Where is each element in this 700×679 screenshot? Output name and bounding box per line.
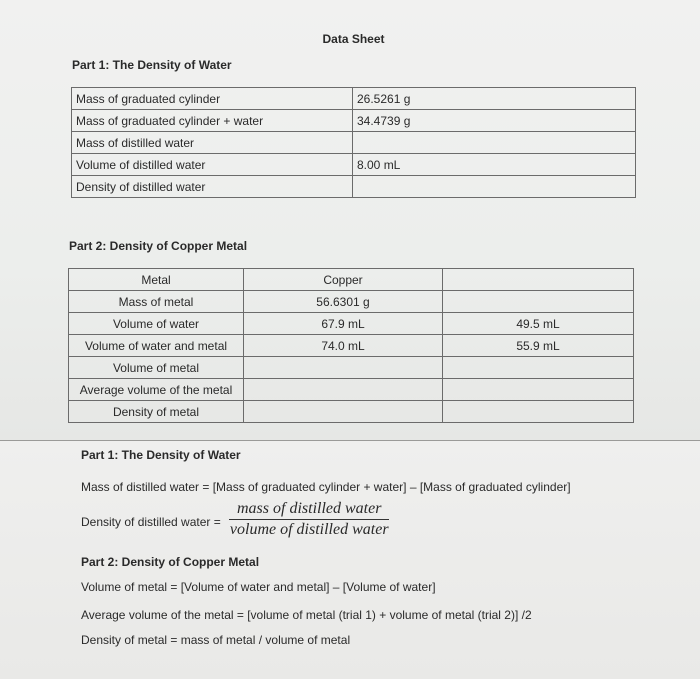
part2-row-label: Average volume of the metal bbox=[69, 379, 244, 401]
part1-heading: Part 1: The Density of Water bbox=[72, 58, 232, 72]
part2-row-label: Mass of metal bbox=[69, 291, 244, 313]
part1-row bbox=[72, 88, 636, 110]
part2-row-label: Density of metal bbox=[69, 401, 244, 423]
part2-heading: Part 2: Density of Copper Metal bbox=[69, 239, 248, 253]
part1-row-label: Volume of distilled water bbox=[72, 154, 353, 176]
part2-row bbox=[69, 357, 634, 379]
part2-row bbox=[69, 401, 634, 423]
part2-trial2-value bbox=[443, 401, 634, 423]
part1-row-label: Density of distilled water bbox=[72, 176, 353, 198]
part2-row-label: Metal bbox=[69, 269, 244, 291]
part2-trial2-value bbox=[443, 291, 634, 313]
part1-row-label: Mass of graduated cylinder bbox=[72, 88, 353, 110]
part2-trial2-value bbox=[443, 269, 634, 291]
part2-trial2-value: 55.9 mL bbox=[443, 335, 634, 357]
part2-row-label: Volume of water and metal bbox=[69, 335, 244, 357]
part2-row bbox=[69, 291, 634, 313]
part2-row bbox=[69, 379, 634, 401]
part2-row bbox=[69, 335, 634, 357]
formula-density-line: Density of metal = mass of metal / volume of metal bbox=[81, 633, 351, 647]
part2-row bbox=[69, 269, 634, 291]
formula-part2-heading: Part 2: Density of Copper Metal bbox=[81, 555, 260, 569]
fraction-denominator: volume of distilled water bbox=[229, 521, 389, 538]
part2-trial1-value: 56.6301 g bbox=[244, 291, 443, 313]
part2-row bbox=[69, 313, 634, 335]
part2-trial1-value: 74.0 mL bbox=[244, 335, 443, 357]
part1-row bbox=[72, 154, 636, 176]
part2-trial1-value bbox=[244, 401, 443, 423]
formula-part1-heading: Part 1: The Density of Water bbox=[81, 448, 241, 462]
formula-volume-line: Volume of metal = [Volume of water and metal] – [Volume of water] bbox=[81, 580, 436, 594]
formula-mass-line: Mass of distilled water = [Mass of graduated cylinder + water] – [Mass of graduated cylinder] bbox=[81, 480, 571, 494]
part2-trial2-value bbox=[443, 357, 634, 379]
formula-density-label: Density of distilled water = bbox=[81, 515, 221, 529]
part1-row bbox=[72, 132, 636, 154]
part2-trial1-value bbox=[244, 379, 443, 401]
part1-table bbox=[71, 87, 636, 198]
part1-row-value: 8.00 mL bbox=[353, 154, 636, 176]
part1-row-value: 26.5261 g bbox=[353, 88, 636, 110]
part1-row-label: Mass of distilled water bbox=[72, 132, 353, 154]
part2-row-label: Volume of metal bbox=[69, 357, 244, 379]
fraction-numerator: mass of distilled water bbox=[229, 500, 389, 520]
part1-row-value bbox=[353, 176, 636, 198]
density-fraction bbox=[229, 500, 389, 539]
part1-row bbox=[72, 176, 636, 198]
part2-row-label: Volume of water bbox=[69, 313, 244, 335]
part2-trial1-value bbox=[244, 357, 443, 379]
part1-row-label: Mass of graduated cylinder + water bbox=[72, 110, 353, 132]
part2-trial2-value: 49.5 mL bbox=[443, 313, 634, 335]
part1-row-value: 34.4739 g bbox=[353, 110, 636, 132]
part2-trial2-value bbox=[443, 379, 634, 401]
part2-trial1-value: Copper bbox=[244, 269, 443, 291]
page-title: Data Sheet bbox=[322, 32, 385, 46]
part2-trial1-value: 67.9 mL bbox=[244, 313, 443, 335]
part1-row-value bbox=[353, 132, 636, 154]
formula-average-line: Average volume of the metal = [volume of metal (trial 1) + volume of metal (trial 2)] /2 bbox=[81, 608, 532, 622]
part1-row bbox=[72, 110, 636, 132]
part2-table bbox=[68, 268, 634, 423]
